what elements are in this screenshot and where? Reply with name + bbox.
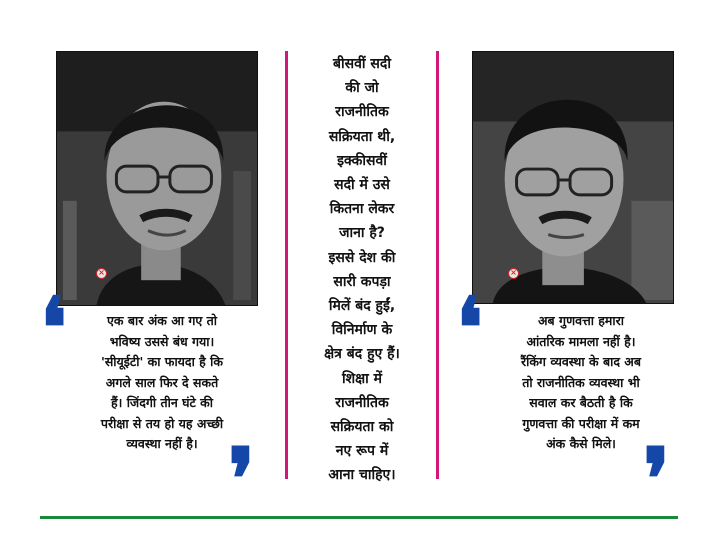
quote-line: अंक कैसे मिले। — [546, 436, 616, 451]
center-line: की जो — [345, 80, 379, 97]
center-line: सदी में उसे — [334, 177, 390, 194]
quote-line: अब गुणवत्ता हमारा — [538, 313, 624, 328]
center-line: कितना लेकर — [329, 201, 395, 218]
quote-line: तो राजनीतिक व्यवस्था भी — [522, 374, 640, 390]
center-line: सारी कपड़ा — [333, 273, 391, 290]
center-pull-quote — [292, 52, 432, 488]
quote-line: 'सीयूईटी' का फायदा है कि — [101, 354, 223, 369]
close-quote-icon: ❜ — [643, 429, 671, 528]
broken-image-icon: × — [96, 268, 107, 279]
portrait-photo-icon — [473, 52, 673, 303]
close-quote-icon: ❜ — [228, 429, 256, 528]
quote-line: गुणवत्ता की परीक्षा में कम — [522, 415, 640, 431]
center-line: क्षेत्र बंद हुए हैं। — [324, 346, 400, 363]
quote-line: रैंकिंग व्यवस्था के बाद अब — [520, 354, 641, 369]
center-line: शिक्षा में — [341, 370, 383, 387]
center-line: आना चाहिए। — [328, 467, 396, 484]
quote-line: अगले साल फिर दे सकते — [105, 374, 219, 390]
right-portrait-photo — [472, 51, 674, 304]
left-quote — [62, 311, 262, 455]
quote-line: आंतरिक मामला नहीं है। — [526, 333, 636, 349]
quote-line: सवाल कर बैठती है कि — [529, 395, 633, 410]
portrait-photo-icon — [57, 52, 257, 305]
center-line: राजनीतिक — [335, 394, 389, 411]
column-divider-right — [436, 51, 439, 479]
quote-line: व्यवस्था नहीं है। — [126, 436, 198, 451]
center-line: सक्रियता थी, — [328, 128, 396, 145]
quote-line: हैं। जिंदगी तीन घंटे की — [110, 395, 214, 410]
quote-line: भविष्य उससे बंध गया। — [109, 333, 215, 349]
center-line: बीसवीं सदी — [333, 56, 391, 72]
center-line: जाना है? — [339, 225, 385, 242]
center-line: नए रूप में — [335, 443, 389, 460]
left-portrait-photo — [56, 51, 258, 306]
center-line: सक्रियता को — [330, 419, 394, 436]
quote-line: परीक्षा से तय हो यह अच्छी — [100, 415, 224, 431]
broken-image-icon: × — [508, 268, 519, 279]
open-quote-icon: ❛ — [40, 278, 68, 377]
column-divider-left — [285, 51, 288, 479]
center-line: इक्कीसवीं — [337, 152, 387, 169]
center-line: राजनीतिक — [335, 104, 389, 121]
center-line: इससे देश की — [328, 249, 396, 266]
bottom-rule — [40, 516, 678, 519]
center-line: मिलें बंद हुईं, — [328, 298, 396, 315]
center-line: विनिर्माण के — [331, 322, 393, 339]
right-quote — [476, 311, 686, 455]
open-quote-icon: ❛ — [456, 278, 484, 377]
quote-line: एक बार अंक आ गए तो — [107, 313, 217, 328]
